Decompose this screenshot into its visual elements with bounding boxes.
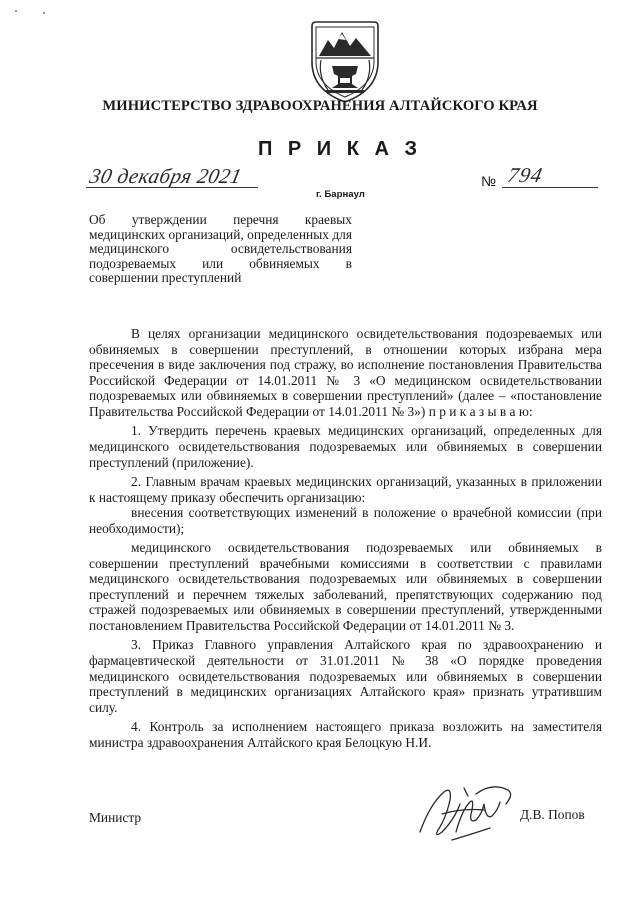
coat-of-arms-icon <box>306 18 384 104</box>
signatory-name: Д.В. Попов <box>520 807 585 822</box>
clause-4: 4. Контроль за исполнением настоящего приказа возложить на заместителя министра здравоохранения Алтайского края Белоцкую Н.И. <box>89 719 602 750</box>
clause-2: 2. Главным врачам краевых медицинских организаций, указанных в приложении к настоящему приказу обеспечить организацию: <box>89 473 602 505</box>
scan-speck <box>15 10 17 12</box>
clause-2-subitem-a: внесения соответствующих изменений в положение о врачебной комиссии (при необходимости); <box>89 505 602 536</box>
order-body <box>89 326 602 754</box>
clause-1: 1. Утвердить перечень краевых медицинских организаций, определенных для медицинского освидетельствования подозреваемых или обвиняемых в совершении преступлений (приложение). <box>89 423 602 470</box>
date-underline <box>86 187 258 188</box>
clause-3: 3. Приказ Главного управления Алтайского края по здравоохранению и фармацевтической деятельности от 31.01.2011 № 38 «О порядке проведения медицинского освидетельствования подозреваемых или обвиняемых в совершении преступлений в медицинских организациях Алтайского края» признать утратившим силу. <box>89 637 602 715</box>
ministry-name: МИНИСТЕРСТВО ЗДРАВООХРАНЕНИЯ АЛТАЙСКОГО КРАЯ <box>102 98 538 114</box>
handwritten-order-number: 794 <box>505 163 546 187</box>
order-number-label: № <box>481 173 497 189</box>
city-label: г. Барнаул <box>316 189 365 200</box>
signature-icon <box>412 774 522 846</box>
clause-2-subitem-b: медицинского освидетельствования подозреваемых или обвиняемых в совершении преступлений врачебными комиссиями в соответствии с правилами медицинского освидетельствования подозреваемых или обвиняемых в совершении преступлений и перечнем тяжелых заболеваний, препятствующих содержанию под стражей подозреваемых или обвиняемых в совершении преступлений, утвержденными постановлением Правительства Российской Федерации от 14.01.2011 № 3. <box>89 540 602 634</box>
signatory-position: Министр <box>89 810 142 825</box>
order-subject: Об утверждении перечня краевых медицинских организаций, определенных для медицинского освидетельствования подозреваемых или обвиняемых в совершении преступлений <box>89 212 352 285</box>
scan-speck <box>43 12 45 14</box>
handwritten-date: 30 декабря 2021 <box>87 164 245 188</box>
document-type-title: П Р И К А З <box>257 138 423 160</box>
number-underline <box>502 187 598 188</box>
preamble-paragraph: В целях организации медицинского освидетельствования подозреваемых или обвиняемых в совершении преступлений, в отношении которых избрана мера пресечения в виде заключения под стражу, во исполнение постановления Правительства Российской Федерации от 14.01.2011 № 3 «О медицинском освидетельствовании подозреваемых или обвиняемых в совершении преступлений» (далее – «постановление Правительства Российской Федерации от 14.01.2011 № 3») п р и к а з ы в а ю: <box>89 326 602 419</box>
